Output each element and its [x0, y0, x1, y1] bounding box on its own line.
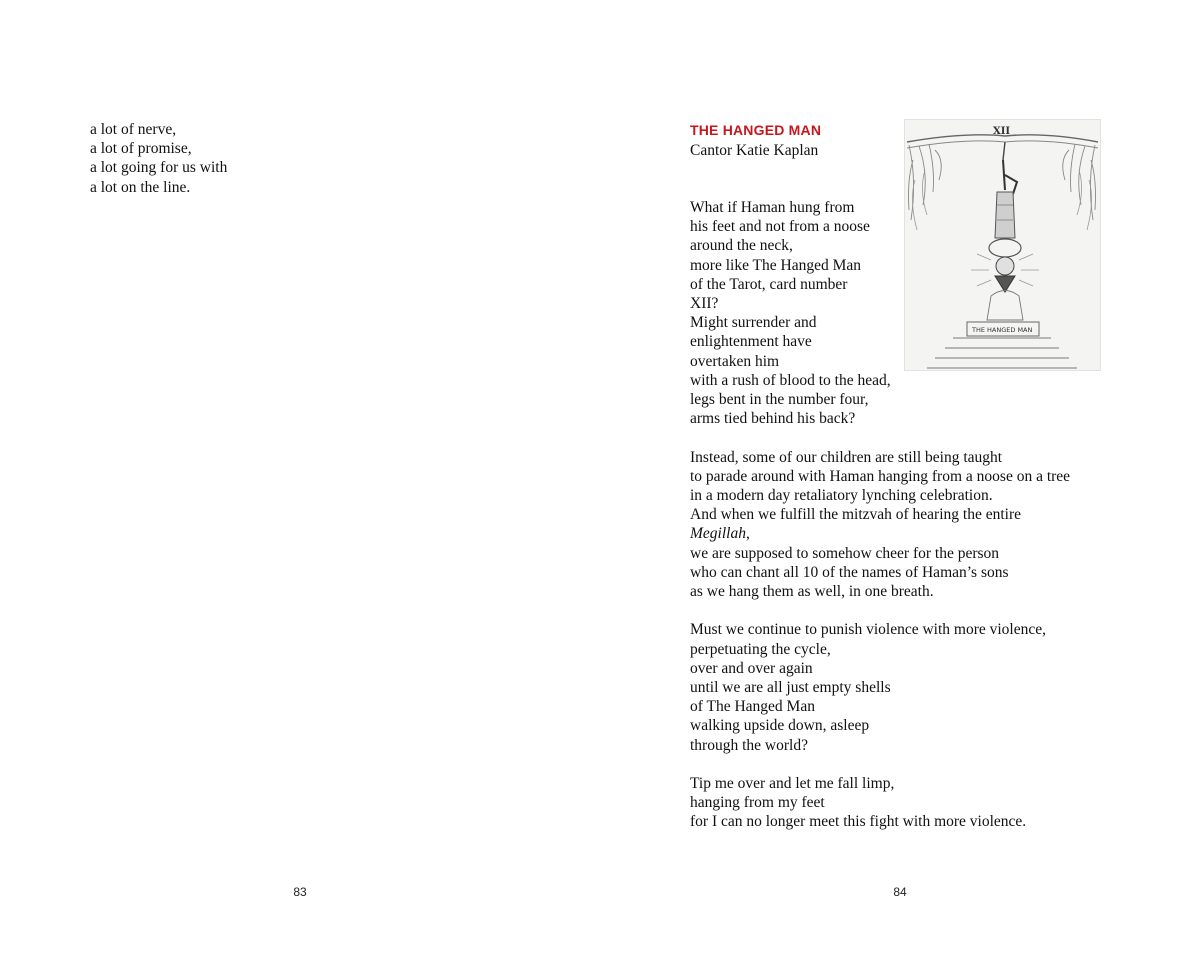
poem-line: with a rush of blood to the head,: [690, 371, 891, 389]
poem-title: THE HANGED MAN: [690, 122, 822, 138]
card-caption: THE HANGED MAN: [972, 326, 1033, 334]
poem-line: of The Hanged Man: [690, 698, 815, 716]
poem-line: walking upside down, asleep: [690, 717, 870, 735]
poem-line: What if Haman hung from: [690, 199, 855, 216]
poem-line: overtaken him: [690, 352, 780, 370]
poem-line: Instead, some of our children are still being taught: [690, 448, 1003, 466]
poem-line: more like The Hanged Man: [690, 256, 862, 274]
card-numeral: XII: [993, 126, 1011, 137]
poem-line: [690, 524, 1070, 543]
poem-line: over and over again: [690, 659, 813, 677]
page-number: 83: [293, 885, 307, 899]
poem-line: Might surrender and: [690, 314, 817, 332]
stanza-3: [690, 620, 1070, 754]
punctuation: ,: [745, 525, 750, 543]
poem-line: around the neck,: [690, 237, 793, 255]
stanza-4: [690, 774, 1070, 832]
poem-line: a lot going for us with: [90, 159, 228, 177]
page-number: 84: [893, 885, 907, 899]
poem-line: XII?: [690, 295, 719, 313]
poem-line: of the Tarot, card number: [690, 275, 848, 293]
poem-line: arms tied behind his back?: [690, 410, 856, 428]
poem-line: a lot of promise,: [90, 140, 192, 158]
poem-line: legs bent in the number four,: [690, 391, 869, 409]
poem-line: we are supposed to somehow cheer for the person: [690, 544, 1000, 562]
poem-line: And when we fulfill the mitzvah of hearing the entire: [690, 506, 1021, 524]
poem-line: a lot on the line.: [90, 178, 191, 196]
poem-line: through the world?: [690, 736, 808, 754]
poem-line: until we are all just empty shells: [690, 679, 891, 697]
poem-line: Must we continue to punish violence with more violence,: [690, 621, 1046, 639]
stanza-1: [690, 198, 1070, 428]
poem-line: enlightenment have: [690, 333, 812, 351]
poem-line: as we hang them as well, in one breath.: [690, 583, 934, 601]
poem-line: to parade around with Haman hanging from a noose on a tree: [690, 467, 1071, 485]
right-page: [600, 0, 1200, 960]
poem-line: his feet and not from a noose: [690, 218, 870, 236]
italic-title: Megillah: [690, 525, 746, 543]
poem-line: perpetuating the cycle,: [690, 640, 831, 658]
poem-line: for I can no longer meet this fight with more violence.: [690, 813, 1027, 831]
poem-body: [690, 198, 1070, 851]
poem-continuation: [90, 120, 227, 197]
poem-line: hanging from my feet: [690, 794, 825, 812]
poem-author: Cantor Katie Kaplan: [690, 142, 819, 159]
poem-line: a lot of nerve,: [90, 121, 177, 138]
poem-line: who can chant all 10 of the names of Haman’s sons: [690, 563, 1009, 581]
poem-line: Tip me over and let me fall limp,: [690, 775, 895, 793]
stanza-2: [690, 448, 1070, 602]
poem-line: in a modern day retaliatory lynching celebration.: [690, 487, 993, 505]
